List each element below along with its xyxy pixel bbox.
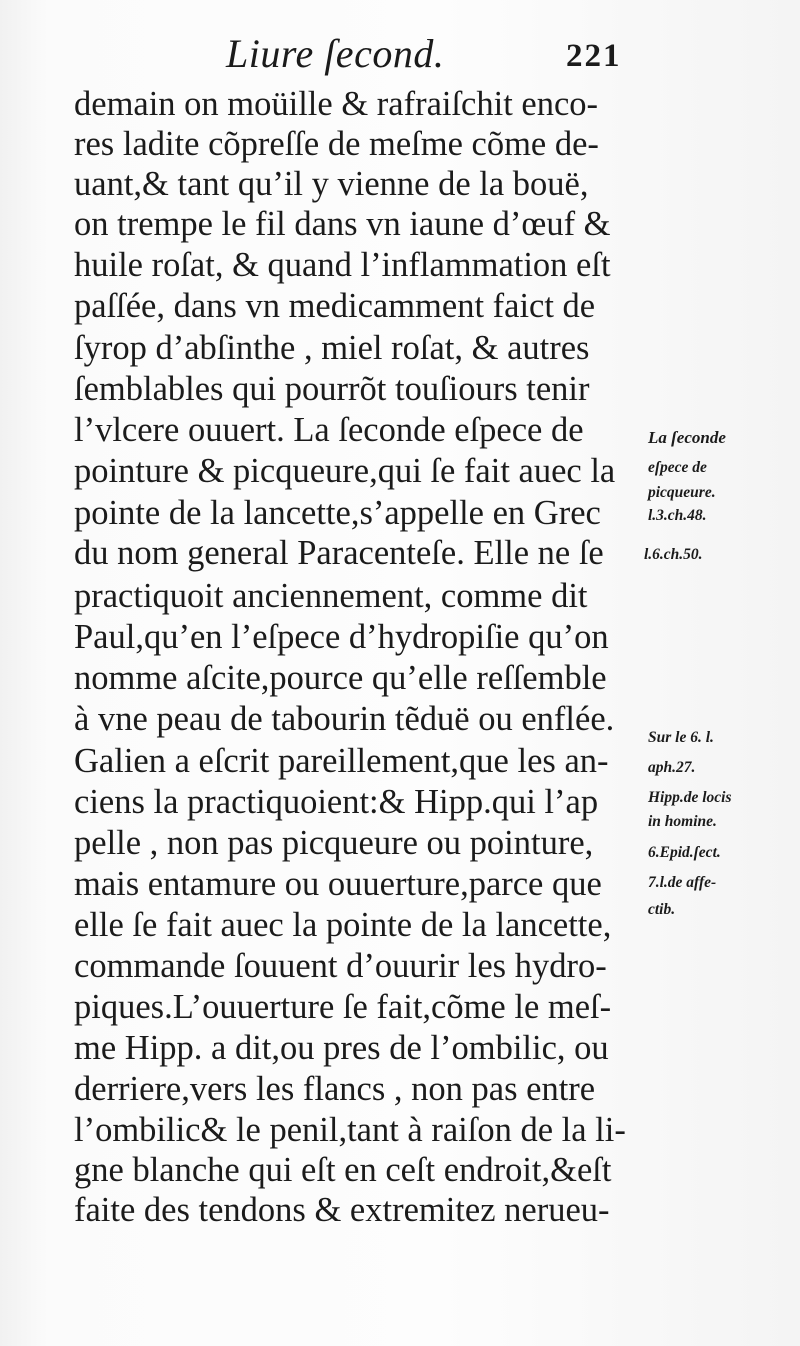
text-line: piques.L’ouuerture ſe fait,cõme le meſ- (74, 988, 612, 1026)
text-line: du nom general Paracenteſe. Elle ne ſe (74, 534, 604, 572)
margin-note: Sur le 6. l. (648, 729, 714, 746)
margin-note: picqueure. (648, 484, 716, 501)
text-line: paſſée, dans vn medicamment faict de (74, 287, 596, 325)
text-line: mais entamure ou ouuerture,parce que (74, 865, 602, 903)
text-line: pelle , non pas picqueure ou pointure, (74, 824, 594, 862)
text-line: ſemblables qui pourrõt touſiours tenir (74, 370, 590, 408)
text-line: uant,& tant qu’il y vienne de la bouë, (74, 165, 589, 203)
text-line: derriere,vers les flancs , non pas entre (74, 1070, 596, 1108)
margin-note: La ſeconde (648, 428, 726, 447)
text-line: demain on moüille & rafraiſchit enco- (74, 85, 599, 123)
margin-note: 6.Epid.ſect. (648, 844, 721, 861)
text-line: res ladite cõpreſſe de meſme cõme de- (74, 125, 599, 163)
text-line: pointure & picqueure,qui ſe fait auec la (74, 452, 616, 490)
running-head-title: Liure ſecond. (226, 31, 445, 76)
margin-note: Hipp.de locis (648, 789, 732, 806)
text-line: Paul,qu’en l’eſpece d’hydropiſie qu’on (74, 618, 609, 656)
margin-note: aph.27. (648, 759, 696, 776)
text-line: practiquoit anciennement, comme dit (74, 577, 588, 615)
text-line: Galien a eſcrit pareillement,que les an- (74, 742, 609, 780)
margin-note: eſpece de (648, 459, 707, 476)
text-line: on trempe le fil dans vn iaune d’œuf & (74, 205, 611, 243)
text-line: l’ombilic& le penil,tant à raiſon de la li- (74, 1111, 626, 1149)
margin-note: ctib. (648, 901, 676, 918)
text-line: à vne peau de tabourin tẽduë ou enflée. (74, 700, 615, 738)
margin-note: l.6.ch.50. (644, 546, 703, 563)
page-number: 221 (566, 38, 622, 74)
text-line: ciens la practiquoient:& Hipp.qui l’ap (74, 783, 599, 821)
margin-note: in homine. (648, 813, 717, 830)
text-line: pointe de la lancette,s’appelle en Grec (74, 494, 601, 532)
text-line: huile roſat, & quand l’inflammation eſt (74, 246, 611, 284)
text-line: me Hipp. a dit,ou pres de l’ombilic, ou (74, 1029, 609, 1067)
text-line: l’vlcere ouuert. La ſeconde eſpece de (74, 411, 584, 449)
text-line: nomme aſcite,pource qu’elle reſſemble (74, 659, 607, 697)
text-line: gne blanche qui eſt en ceſt endroit,&eſt (74, 1151, 612, 1189)
text-line: elle ſe fait auec la pointe de la lancette, (74, 906, 612, 944)
margin-note: 7.l.de affe- (648, 874, 717, 891)
text-line: faite des tendons & extremitez nerueu- (74, 1191, 610, 1229)
text-line: commande ſouuent d’ouurir les hydro- (74, 947, 607, 985)
text-line: ſyrop d’abſinthe , miel roſat, & autres (74, 329, 590, 367)
margin-note: l.3.ch.48. (648, 507, 707, 524)
